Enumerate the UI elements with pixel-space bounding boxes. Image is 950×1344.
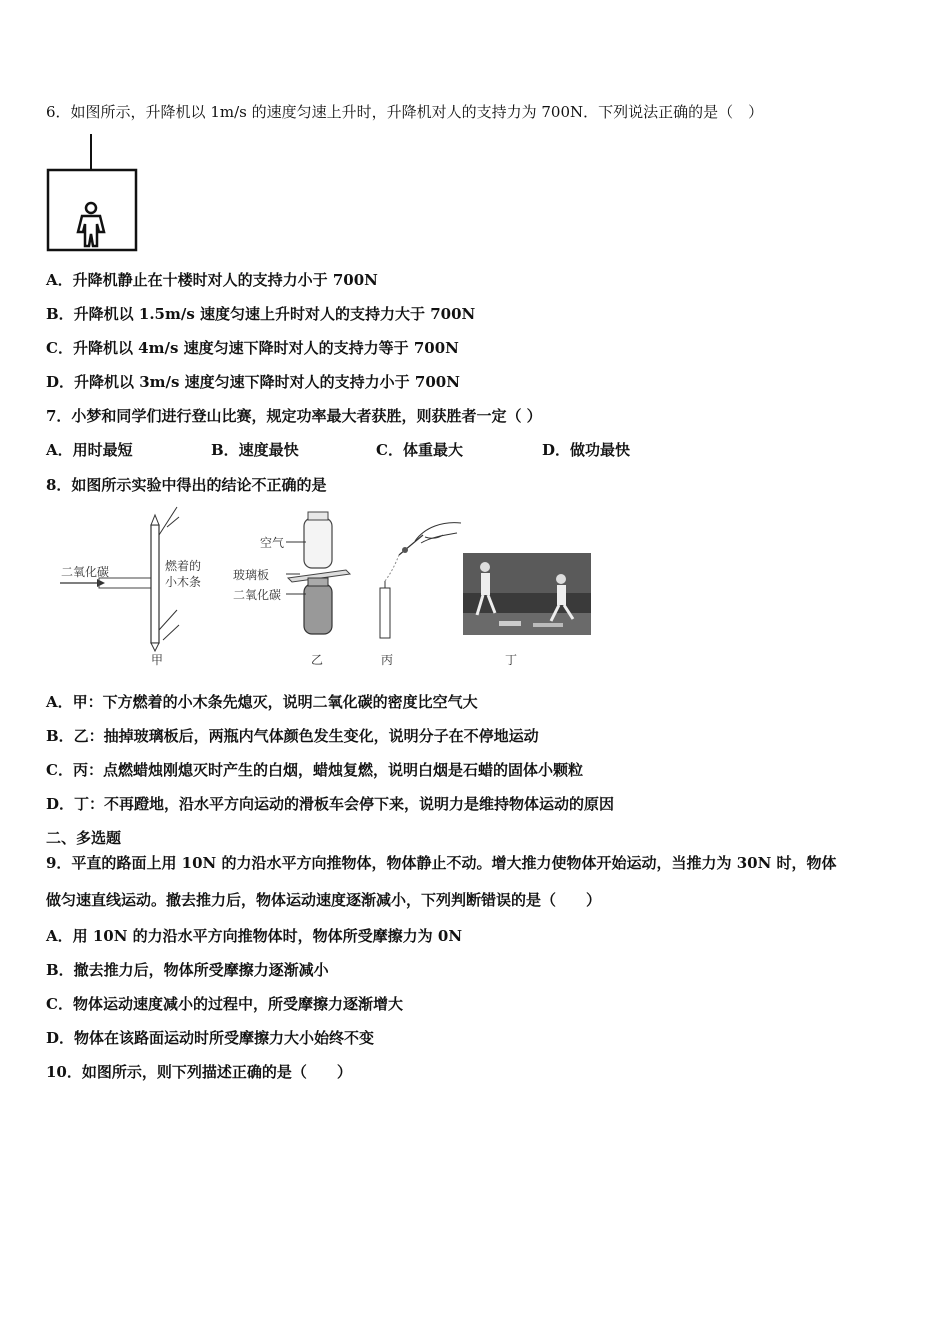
q7-option-c[interactable]: C．体重最大 bbox=[376, 441, 463, 459]
q6-option-d[interactable]: D．升降机以 3m/s 速度匀速下降时对人的支持力小于 700N bbox=[46, 373, 460, 391]
jia-co2-label: 二氧化碳 bbox=[61, 565, 110, 579]
figure-ding bbox=[463, 553, 591, 635]
jia-stick-label-1: 燃着的 bbox=[165, 559, 202, 573]
elevator-figure bbox=[44, 132, 140, 254]
q8-option-d[interactable]: D．丁：不再蹬地，沿水平方向运动的滑板车会停下来，说明力是维持物体运动的原因 bbox=[46, 795, 615, 813]
q9-option-c[interactable]: C．物体运动速度减小的过程中，所受摩擦力逐渐增大 bbox=[46, 995, 403, 1013]
q6-option-c[interactable]: C．升降机以 4m/s 速度匀速下降时对人的支持力等于 700N bbox=[46, 339, 459, 357]
caption-yi: 乙 bbox=[311, 653, 324, 667]
q6-option-b[interactable]: B．升降机以 1.5m/s 速度匀速上升时对人的支持力大于 700N bbox=[46, 305, 476, 323]
q10-stem: 10．如图所示，则下列描述正确的是（ ） bbox=[46, 1063, 352, 1081]
q7-option-b[interactable]: B．速度最快 bbox=[211, 441, 299, 459]
q9-option-b[interactable]: B．撤去推力后，物体所受摩擦力逐渐减小 bbox=[46, 961, 329, 979]
q8-option-b[interactable]: B．乙：抽掉玻璃板后，两瓶内气体颜色发生变化，说明分子在不停地运动 bbox=[46, 727, 539, 745]
person-icon bbox=[78, 203, 104, 246]
q8-figure bbox=[55, 505, 615, 675]
caption-bing: 丙 bbox=[381, 653, 394, 667]
q8-option-c[interactable]: C．丙：点燃蜡烛刚熄灭时产生的白烟，蜡烛复燃，说明白烟是石蜡的固体小颗粒 bbox=[46, 761, 583, 779]
q8-stem: 8．如图所示实验中得出的结论不正确的是 bbox=[46, 476, 327, 494]
q6-stem: 6．如图所示，升降机以 1m/s 的速度匀速上升时，升降机对人的支持力为 700N．下列说法正确的是（ ） bbox=[46, 103, 764, 121]
q6-option-a[interactable]: A．升降机静止在十楼时对人的支持力小于 700N bbox=[46, 271, 378, 289]
section-heading: 二、多选题 bbox=[46, 829, 122, 847]
q8-option-a[interactable]: A．甲：下方燃着的小木条先熄灭，说明二氧化碳的密度比空气大 bbox=[46, 693, 478, 711]
figure-bing bbox=[365, 513, 475, 643]
yi-glass-label: 玻璃板 bbox=[233, 568, 270, 582]
jia-stick-label-2: 小木条 bbox=[165, 575, 202, 589]
q9-stem-line1: 9．平直的路面上用 10N 的力沿水平方向推物体，物体静止不动。增大推力使物体开始运动，当推力为 30N 时，物体 bbox=[46, 854, 837, 872]
q7-option-d[interactable]: D．做功最快 bbox=[542, 441, 631, 459]
yi-air-label: 空气 bbox=[260, 536, 285, 550]
caption-ding: 丁 bbox=[505, 653, 518, 667]
q9-stem-line2: 做匀速直线运动。撤去推力后，物体运动速度逐渐减小，下列判断错误的是（ ） bbox=[46, 891, 602, 909]
q9-option-a[interactable]: A．用 10N 的力沿水平方向推物体时，物体所受摩擦力为 0N bbox=[46, 927, 463, 945]
q9-option-d[interactable]: D．物体在该路面运动时所受摩擦力大小始终不变 bbox=[46, 1029, 375, 1047]
yi-co2-label: 二氧化碳 bbox=[233, 588, 282, 602]
q7-stem: 7．小梦和同学们进行登山比赛，规定功率最大者获胜，则获胜者一定（ ） bbox=[46, 407, 542, 425]
caption-jia: 甲 bbox=[151, 653, 164, 667]
q7-option-a[interactable]: A．用时最短 bbox=[46, 441, 133, 459]
